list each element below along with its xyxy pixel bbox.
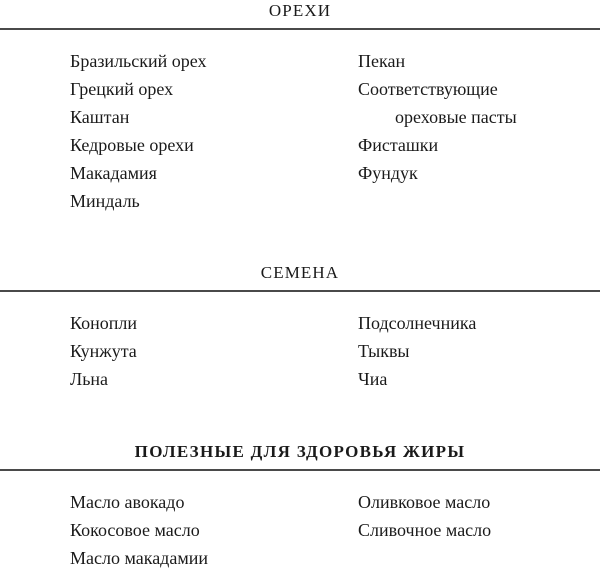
section-columns-healthy-fats	[0, 488, 600, 572]
section-healthy-fats	[0, 441, 600, 572]
section-heading-seeds: СЕМЕНА	[260, 263, 340, 282]
list-item: Бразильский орех	[70, 51, 207, 71]
section-divider-nuts	[0, 28, 600, 30]
section-divider-seeds	[0, 290, 600, 292]
list-item: Макадамия	[70, 163, 157, 183]
section-seeds	[0, 262, 600, 393]
list-item: Оливковое масло	[358, 492, 491, 512]
list-item-continuation: ореховые пасты	[395, 107, 517, 127]
section-divider-healthy-fats	[0, 469, 600, 471]
seeds-right-column	[358, 309, 598, 393]
list-item: Пекан	[358, 51, 406, 71]
list-item: Грецкий орех	[70, 79, 174, 99]
section-heading-nuts: ОРЕХИ	[268, 1, 332, 20]
list-item: Фисташки	[358, 135, 439, 155]
fats-right-column	[358, 488, 598, 544]
nuts-left-column	[70, 47, 350, 215]
list-item: Тыквы	[358, 341, 410, 361]
section-columns-seeds	[0, 309, 600, 393]
list-item: Сливочное масло	[358, 520, 492, 540]
section-nuts	[0, 0, 600, 215]
fats-left-column	[70, 488, 350, 572]
list-item: Кокосовое масло	[70, 520, 200, 540]
seeds-left-column	[70, 309, 350, 393]
list-item: Каштан	[70, 107, 130, 127]
list-item: Льна	[70, 369, 109, 389]
list-item: Фундук	[358, 163, 418, 183]
nuts-right-column	[358, 47, 598, 187]
list-item: Кедровые орехи	[70, 135, 194, 155]
list-item: Масло авокадо	[70, 492, 185, 512]
section-columns-nuts	[0, 47, 600, 215]
section-heading-healthy-fats: ПОЛЕЗНЫЕ ДЛЯ ЗДОРОВЬЯ ЖИРЫ	[134, 442, 466, 461]
list-item: Кунжута	[70, 341, 137, 361]
list-item: Масло макадамии	[70, 548, 208, 568]
list-item: Соответствующие	[358, 79, 498, 99]
list-item: Миндаль	[70, 191, 140, 211]
list-item: Чиа	[358, 369, 388, 389]
list-item: Подсолнечника	[358, 313, 477, 333]
list-item: Конопли	[70, 313, 137, 333]
